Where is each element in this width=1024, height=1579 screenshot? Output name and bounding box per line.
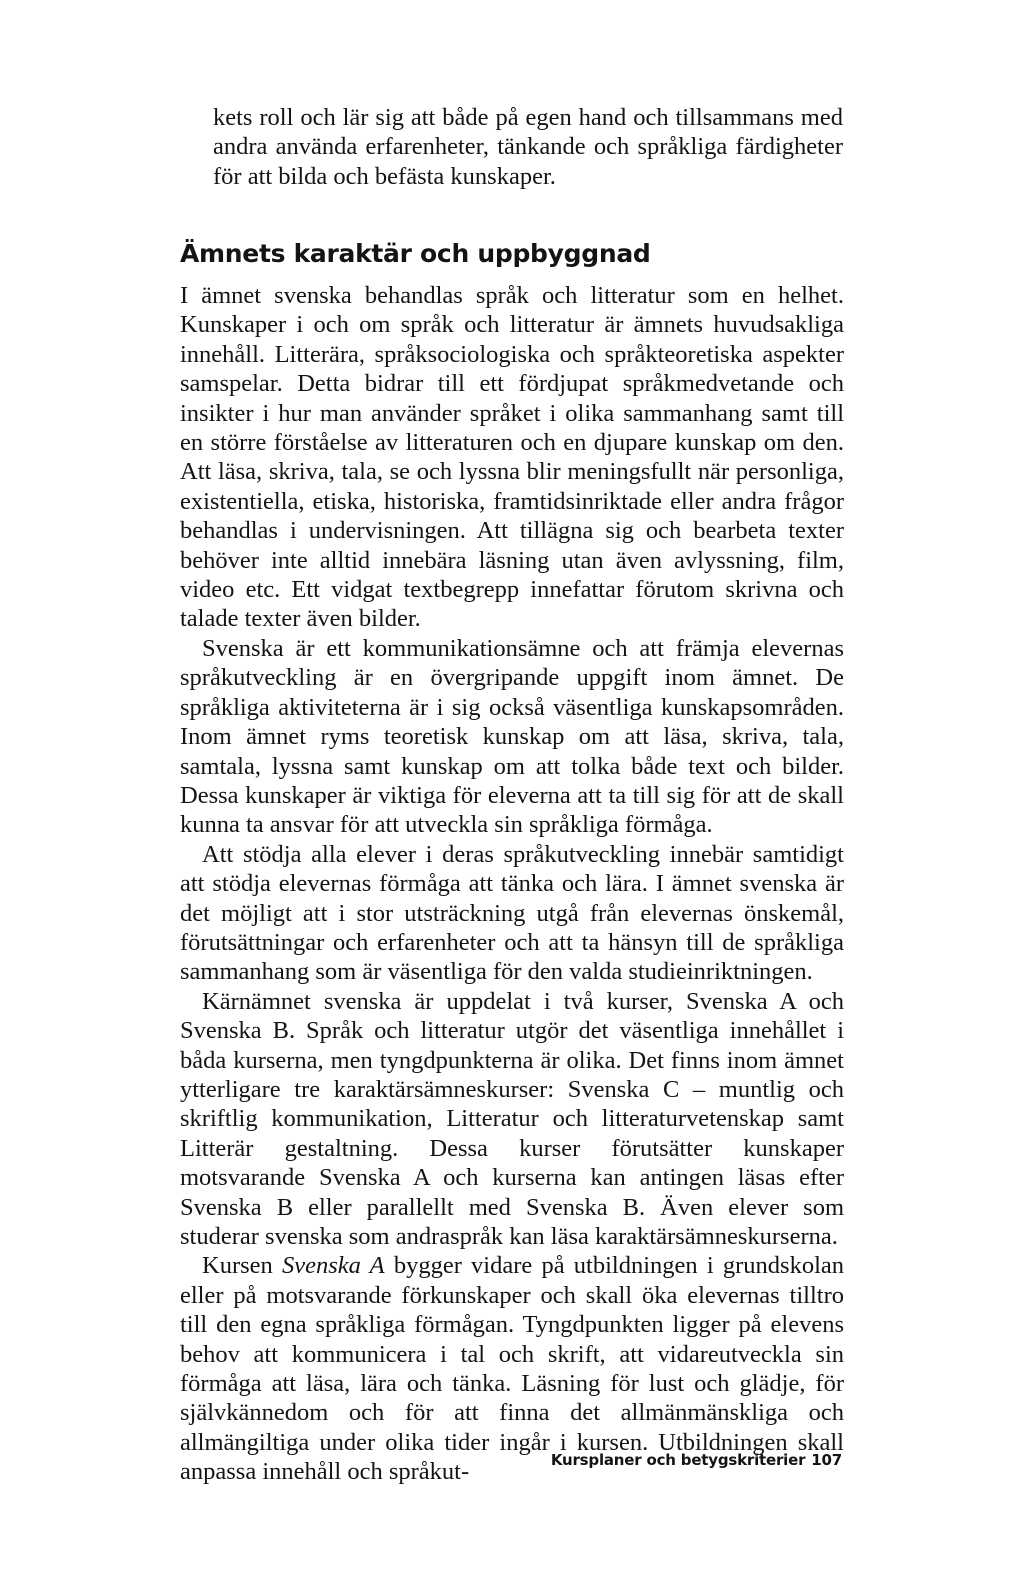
running-title: Kursplaner och betygskriterier: [550, 1451, 806, 1469]
course-name-emphasis: Svenska A: [281, 1252, 385, 1280]
paragraph-4: Kärnämnet svenska är uppdelat i två kurser, Svenska A och Svenska B. Språk och litteratur utgör det väsentliga innehållet i båda kurserna, men tyngdpunkterna är olika. Det finns inom ämnet ytterligare tre karaktärsämneskurser: Svenska C – muntlig och skriftlig kommunikation, Litteratur och litteraturvetenskap samt Litterär gestaltning. Dessa kurser förutsätter kunskaper motsvarande Svenska A och kurserna kan antingen läsas efter Svenska B eller parallellt med Svenska B. Även elever som studerar svenska som andraspråk kan läsa karaktärsämneskurserna.: [180, 987, 844, 1250]
paragraph-5-lead: Kursen: [202, 1252, 282, 1280]
section-heading: Ämnets karaktär och uppbyggnad: [180, 239, 651, 268]
paragraph-3: Att stödja alla elever i deras språkutveckling innebär samtidigt att stödja elevernas förmåga att tänka och lära. I ämnet svenska är det möjligt att i stor utsträckning utgå från elevernas önskemål, förutsättningar och erfarenheter och att ta hänsyn till de språkliga sammanhang som är väsentliga för den valda studieinriktningen.: [180, 840, 844, 986]
page-footer: [551, 1451, 842, 1469]
opening-paragraph-block: [213, 103, 843, 191]
section-body: [180, 281, 844, 1487]
paragraph-5-rest: bygger vidare på utbildningen i grundskolan eller på motsvarande förkunskaper och skall öka elevernas tilltro till den egna språkliga förmågan. Tyngdpunkten ligger på elevens behov att kommunicera i tal och skrift, att vidareutveckla sin förmåga att läsa, lära och tänka. Läsning för lust och glädje, för självkännedom och för att finna det allmänmänskliga och allmängiltiga under olika tider ingår i kursen. Utbildningen skall anpassa innehåll och språkut-: [180, 1252, 844, 1486]
page-number: 107: [811, 1451, 842, 1469]
continued-paragraph: kets roll och lär sig att både på egen hand och tillsammans med andra använda erfarenheter, tänkande och språkliga färdigheter för att bilda och befästa kunskaper.: [213, 104, 843, 190]
paragraph-1: I ämnet svenska behandlas språk och litteratur som en helhet. Kunskaper i och om språk och litteratur är ämnets huvudsakliga innehåll. Litterära, språksociologiska och språkteoretiska aspekter samspelar. Detta bidrar till ett fördjupat språkmedvetande och insikter i hur man använder språket i olika sammanhang samt till en större förståelse av litteraturen och en djupare kunskap om den. Att läsa, skriva, tala, se och lyssna blir meningsfullt när personliga, existentiella, etiska, historiska, framtidsinriktade eller andra frågor behandlas i undervisningen. Att tillägna sig och bearbeta texter behöver inte alltid innebära läsning utan även avlyssning, film, video etc. Ett vidgat textbegrepp innefattar förutom skrivna och talade texter även bilder.: [180, 282, 844, 633]
paragraph-2: Svenska är ett kommunikationsämne och att främja elevernas språkutveckling är en övergripande uppgift inom ämnet. De språkliga aktiviteterna är i sig också väsentliga kunskapsområden. Inom ämnet ryms teoretisk kunskap om att läsa, skriva, tala, samtala, lyssna samt kunskap om att tolka både text och bilder. Dessa kunskaper är viktiga för eleverna att ta till sig för att de skall kunna ta ansvar för att utveckla sin språkliga förmåga.: [180, 634, 844, 839]
